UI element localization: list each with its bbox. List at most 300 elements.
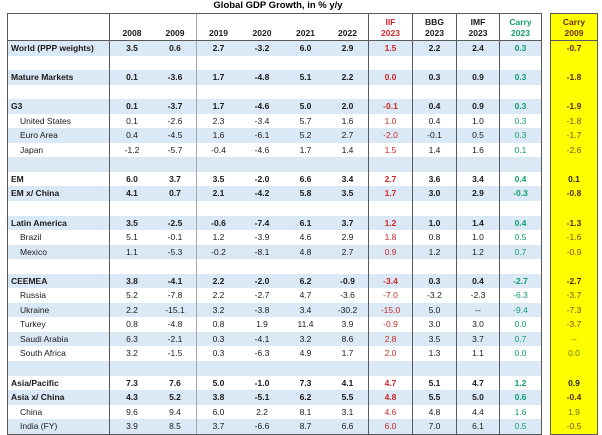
table-cell: 2.2: [341, 72, 354, 83]
table-cell: -4.1: [154, 274, 197, 289]
table-row: [8, 143, 541, 158]
table-cell: 3.6: [412, 172, 456, 187]
table-cell: 5.1: [412, 376, 456, 391]
row-label: Mexico: [8, 245, 110, 260]
empty-cell: [8, 85, 110, 100]
empty-cell: [240, 157, 284, 172]
empty-cell: [551, 201, 597, 216]
table-cell: -3.2: [254, 43, 270, 53]
column-header-bbg-2023: BBG 2023: [412, 14, 456, 40]
empty-cell: [240, 201, 284, 216]
table-row: [8, 317, 541, 332]
empty-cell: [327, 259, 368, 274]
table-cell: 4.1: [126, 188, 138, 199]
table-cell: 9.6: [126, 406, 138, 417]
empty-cell: [284, 259, 327, 274]
table-cell: 4.6: [299, 232, 312, 243]
column-header-2021: 2021: [296, 28, 315, 38]
table-cell: -4.8: [154, 317, 197, 332]
carry-2009-cell: -3.7: [566, 290, 582, 301]
table-row: [8, 186, 541, 201]
table-cell: 1.6: [212, 130, 225, 141]
table-cell: -3.2: [412, 288, 456, 303]
table-cell: 1.7: [368, 186, 412, 201]
empty-cell: [154, 56, 197, 71]
empty-cell: [368, 85, 412, 100]
table-cell: 4.8: [299, 246, 312, 257]
table-cell: 3.8: [126, 275, 138, 286]
table-cell: -15.1: [154, 303, 197, 318]
table-cell: -0.3: [499, 186, 541, 201]
empty-cell: [412, 259, 456, 274]
table-cell: 0.0: [499, 346, 541, 361]
row-label: United States: [8, 114, 110, 129]
table-cell: 8.7: [299, 421, 312, 432]
table-cell: -7.8: [154, 288, 197, 303]
table-cell: 7.3: [299, 377, 312, 388]
table-cell: 2.0: [368, 346, 412, 361]
table-cell: -2.0: [368, 128, 412, 143]
table-row: [8, 376, 541, 391]
carry-2009-cell: -3.7: [566, 319, 582, 330]
table-cell: 0.9: [456, 70, 499, 85]
carry-2009-cell: -1.3: [566, 217, 582, 228]
carry-2009-cell: --: [571, 333, 577, 344]
table-cell: 3.4: [341, 173, 354, 184]
column-header-2019: 2019: [209, 28, 228, 38]
empty-cell: [499, 85, 541, 100]
table-cell: -0.2: [211, 246, 226, 257]
table-cell: -2.5: [154, 216, 197, 231]
table-cell: 0.4: [499, 216, 541, 231]
table-cell: 0.4: [412, 114, 456, 129]
table-cell: -3.9: [254, 232, 270, 243]
table-cell: -6.3: [254, 348, 270, 359]
empty-cell: [499, 361, 541, 376]
table-cell: 0.0: [499, 317, 541, 332]
column-header-imf-2023: IMF 2023: [456, 14, 499, 40]
carry-2009-cell: -1.7: [566, 130, 582, 141]
table-cell: -0.1: [412, 128, 456, 143]
table-cell: 1.2: [499, 376, 541, 391]
table-cell: -6.6: [254, 421, 270, 432]
table-row: [8, 405, 541, 420]
table-cell: 3.5: [126, 217, 138, 228]
column-header-2020: 2020: [252, 28, 272, 38]
table-cell: 3.0: [412, 186, 456, 201]
table-cell: 0.1: [126, 72, 138, 83]
empty-cell: [412, 157, 456, 172]
table-cell: 3.7: [154, 172, 197, 187]
table-cell: -15.0: [368, 303, 412, 318]
row-label: India (FY): [8, 419, 110, 434]
carry-2009-cell: -7.3: [566, 304, 582, 315]
table-cell: 0.5: [499, 419, 541, 434]
table-cell: 0.1: [126, 101, 138, 112]
table-cell: 2.9: [341, 232, 354, 243]
table-cell: 0.9: [456, 99, 499, 114]
table-cell: 7.3: [126, 377, 138, 388]
empty-cell: [154, 85, 197, 100]
table-cell: 11.4: [297, 319, 314, 330]
table-cell: 2.2: [212, 290, 225, 301]
empty-cell: [240, 361, 284, 376]
table-cell: -7.0: [368, 288, 412, 303]
empty-cell: [240, 259, 284, 274]
table-cell: 2.1: [212, 188, 225, 199]
empty-cell: [551, 85, 597, 100]
row-label: Ukraine: [8, 303, 110, 318]
empty-cell: [412, 85, 456, 100]
table-row: [8, 172, 541, 187]
table-row: [8, 390, 541, 405]
empty-cell: [456, 157, 499, 172]
empty-cell: [110, 157, 154, 172]
empty-cell: [412, 201, 456, 216]
table-cell: 1.0: [456, 114, 499, 129]
row-label: Latin America: [8, 216, 110, 231]
table-cell: 0.4: [456, 274, 499, 289]
carry-2009-cell: -0.8: [566, 188, 582, 199]
table-cell: 1.1: [126, 246, 138, 257]
table-cell: 4.7: [299, 290, 312, 301]
table-cell: 5.2: [154, 390, 197, 405]
empty-cell: [412, 361, 456, 376]
table-cell: -2.7: [254, 290, 270, 301]
table-cell: 3.9: [341, 319, 354, 330]
table-cell: 4.1: [341, 377, 354, 388]
table-cell: 4.9: [299, 348, 312, 359]
row-label: Mature Markets: [8, 70, 110, 85]
row-label: Saudi Arabia: [8, 332, 110, 347]
table-row: [8, 128, 541, 143]
table-cell: 1.4: [341, 144, 354, 155]
table-cell: -2.0: [254, 275, 270, 286]
table-cell: -5.1: [254, 392, 270, 403]
empty-cell: [110, 56, 154, 71]
empty-cell: [110, 85, 154, 100]
table-cell: -2.7: [499, 274, 541, 289]
empty-cell: [240, 85, 284, 100]
gdp-table: [7, 13, 542, 435]
carry-2009-cell: -1.8: [566, 115, 582, 126]
table-cell: 4.7: [456, 376, 499, 391]
table-cell: 7.6: [154, 376, 197, 391]
table-cell: 1.7: [212, 72, 225, 83]
carry-2009-cell: -0.7: [566, 43, 582, 53]
table-cell: 8.1: [299, 406, 312, 417]
table-cell: -8.1: [254, 246, 270, 257]
table-cell: 5.0: [412, 303, 456, 318]
empty-cell: [456, 201, 499, 216]
empty-cell: [499, 56, 541, 71]
table-cell: 3.2: [212, 304, 225, 315]
empty-cell: [284, 201, 327, 216]
row-label: EM x/ China: [8, 186, 110, 201]
table-cell: -2.6: [154, 114, 197, 129]
table-cell: 0.3: [499, 41, 541, 56]
carry-2009-cell: -1.8: [566, 72, 582, 83]
empty-cell: [154, 201, 197, 216]
column-header-iif-2023: IIF 2023: [368, 14, 412, 40]
table-cell: -5.3: [154, 245, 197, 260]
empty-cell: [327, 201, 368, 216]
table-cell: 0.4: [412, 99, 456, 114]
table-cell: 2.4: [456, 41, 499, 56]
row-label: Japan: [8, 143, 110, 158]
row-label: CEEMEA: [8, 274, 110, 289]
row-label: Euro Area: [8, 128, 110, 143]
table-cell: 0.3: [412, 274, 456, 289]
table-cell: 6.0: [126, 173, 138, 184]
table-cell: -4.8: [254, 72, 270, 83]
table-cell: 0.7: [499, 245, 541, 260]
table-cell: 3.7: [341, 217, 354, 228]
table-cell: 0.6: [499, 390, 541, 405]
table-cell: 1.2: [368, 216, 412, 231]
table-cell: 1.6: [341, 115, 354, 126]
empty-cell: [368, 56, 412, 71]
table-cell: 2.0: [341, 101, 354, 112]
table-cell: 8.6: [341, 333, 354, 344]
empty-cell: [197, 201, 240, 216]
table-cell: -4.5: [154, 128, 197, 143]
table-cell: 0.5: [499, 230, 541, 245]
table-cell: 5.1: [299, 72, 312, 83]
table-cell: 1.2: [212, 232, 225, 243]
table-cell: 3.9: [126, 421, 138, 432]
table-cell: -0.4: [211, 144, 226, 155]
row-label: China: [8, 405, 110, 420]
empty-cell: [327, 361, 368, 376]
table-cell: 4.6: [368, 405, 412, 420]
empty-cell: [110, 361, 154, 376]
table-cell: 1.2: [456, 245, 499, 260]
table-cell: 5.1: [126, 232, 138, 243]
empty-cell: [154, 361, 197, 376]
table-cell: -3.7: [154, 99, 197, 114]
empty-cell: [499, 201, 541, 216]
empty-cell: [551, 259, 597, 274]
table-cell: 0.3: [499, 70, 541, 85]
table-cell: -7.4: [254, 217, 270, 228]
table-cell: 5.0: [456, 390, 499, 405]
empty-cell: [110, 201, 154, 216]
table-cell: 1.2: [412, 245, 456, 260]
table-cell: -1.0: [254, 377, 270, 388]
table-cell: 1.7: [212, 101, 225, 112]
empty-cell: [368, 259, 412, 274]
empty-cell: [551, 361, 597, 376]
table-cell: 0.8: [126, 319, 138, 330]
table-cell: 0.3: [499, 128, 541, 143]
row-label: Turkey: [8, 317, 110, 332]
empty-cell: [284, 85, 327, 100]
table-cell: -3.6: [340, 290, 355, 301]
column-header-2009: 2009: [154, 14, 197, 40]
table-row: [8, 346, 541, 361]
carry-2009-cell: -0.5: [566, 421, 582, 432]
table-cell: 0.8: [412, 230, 456, 245]
empty-cell: [8, 157, 110, 172]
tables-area: [7, 13, 602, 435]
empty-cell: [197, 85, 240, 100]
table-cell: 7.0: [412, 419, 456, 434]
table-cell: 0.4: [499, 172, 541, 187]
table-row: [8, 114, 541, 129]
table-row: [8, 41, 541, 56]
table-cell: 1.7: [299, 144, 312, 155]
main-table-body: [8, 41, 541, 434]
row-label: Asia x/ China: [8, 390, 110, 405]
empty-cell: [8, 259, 110, 274]
table-cell: -0.9: [340, 275, 355, 286]
table-cell: -4.6: [254, 144, 270, 155]
carry-2009-cell: -1.9: [566, 101, 582, 112]
table-cell: 1.6: [499, 405, 541, 420]
table-cell: 2.7: [212, 43, 225, 53]
table-cell: 0.3: [499, 114, 541, 129]
table-row: [8, 274, 541, 289]
table-cell: -0.6: [211, 217, 226, 228]
table-cell: -2.1: [154, 332, 197, 347]
table-cell: -3.4: [254, 115, 270, 126]
table-cell: 3.2: [126, 348, 138, 359]
table-cell: 2.2: [412, 41, 456, 56]
empty-cell: [499, 157, 541, 172]
spacer-row: [8, 157, 541, 172]
table-cell: 2.7: [341, 130, 354, 141]
table-row: [8, 245, 541, 260]
table-cell: 3.5: [126, 43, 138, 53]
table-cell: 3.1: [341, 406, 354, 417]
table-cell: 6.0: [368, 419, 412, 434]
table-cell: --: [456, 303, 499, 318]
table-cell: 8.5: [154, 419, 197, 434]
table-cell: -4.1: [254, 333, 270, 344]
table-cell: 3.5: [212, 173, 225, 184]
empty-cell: [110, 259, 154, 274]
empty-cell: [412, 56, 456, 71]
table-cell: 3.7: [456, 332, 499, 347]
table-cell: 6.0: [299, 43, 312, 53]
table-cell: -0.1: [368, 99, 412, 114]
table-cell: 2.9: [341, 43, 354, 53]
empty-cell: [8, 361, 110, 376]
table-cell: -0.9: [368, 317, 412, 332]
table-cell: 5.0: [299, 101, 312, 112]
table-cell: 0.3: [212, 348, 225, 359]
table-cell: 2.9: [456, 186, 499, 201]
table-cell: 0.1: [126, 115, 138, 126]
table-cell: -3.8: [254, 304, 270, 315]
table-cell: 1.9: [256, 319, 268, 330]
table-row: [8, 99, 541, 114]
page-title: Global GDP Growth, in % y/y: [213, 0, 343, 11]
table-cell: -3.4: [368, 274, 412, 289]
empty-cell: [284, 361, 327, 376]
table-cell: 2.2: [212, 275, 225, 286]
carry-2009-cell: -0.9: [566, 246, 582, 257]
spacer-row: [8, 259, 541, 274]
spacer-row: [8, 85, 541, 100]
row-label: Asia/Pacific: [8, 376, 110, 391]
empty-cell: [368, 201, 412, 216]
empty-cell: [154, 259, 197, 274]
table-cell: 4.8: [368, 390, 412, 405]
table-cell: 5.0: [212, 377, 225, 388]
table-cell: 3.5: [341, 188, 354, 199]
table-cell: 3.7: [212, 421, 225, 432]
empty-cell: [456, 361, 499, 376]
table-cell: 6.2: [299, 275, 312, 286]
table-cell: 6.3: [126, 333, 138, 344]
table-row: [8, 216, 541, 231]
table-cell: -3.6: [154, 70, 197, 85]
label-column-header: [8, 14, 110, 40]
empty-cell: [456, 85, 499, 100]
table-cell: 0.3: [212, 333, 225, 344]
table-row: [8, 288, 541, 303]
row-label: Russia: [8, 288, 110, 303]
table-cell: -4.6: [254, 101, 270, 112]
empty-cell: [456, 56, 499, 71]
table-cell: 1.8: [368, 230, 412, 245]
table-cell: 6.1: [299, 217, 312, 228]
empty-cell: [327, 85, 368, 100]
empty-cell: [8, 201, 110, 216]
table-cell: 2.3: [212, 115, 225, 126]
table-row: [8, 303, 541, 318]
table-cell: 1.0: [412, 216, 456, 231]
table-cell: 4.7: [368, 376, 412, 391]
empty-cell: [327, 56, 368, 71]
table-cell: 1.6: [456, 143, 499, 158]
column-header-carry-2023: Carry 2023: [499, 14, 541, 40]
empty-cell: [284, 56, 327, 71]
spacer-row: [8, 361, 541, 376]
table-cell: 6.6: [299, 173, 312, 184]
carry-2009-cell: -0.4: [566, 392, 582, 403]
table-cell: 3.2: [299, 333, 312, 344]
table-cell: 0.0: [368, 70, 412, 85]
spacer-row: [8, 201, 541, 216]
table-cell: 5.5: [412, 390, 456, 405]
table-cell: -2.3: [456, 288, 499, 303]
table-cell: 5.2: [126, 290, 138, 301]
table-cell: 4.8: [412, 405, 456, 420]
table-cell: 5.7: [299, 115, 312, 126]
table-cell: 0.9: [368, 245, 412, 260]
table-cell: 3.4: [299, 304, 312, 315]
column-header-2008: 2008: [122, 28, 142, 38]
table-cell: -0.1: [154, 230, 197, 245]
table-cell: 6.1: [456, 419, 499, 434]
row-label: G3: [8, 99, 110, 114]
carry-2009-cell: 0.9: [568, 377, 580, 388]
table-cell: 0.4: [126, 130, 138, 141]
table-cell: 0.7: [499, 332, 541, 347]
table-cell: 1.0: [368, 114, 412, 129]
table-cell: 0.7: [154, 186, 197, 201]
carry-2009-cell: -2.6: [566, 144, 582, 155]
empty-cell: [551, 56, 597, 71]
table-cell: 2.2: [256, 406, 268, 417]
column-header-2022: 2022: [338, 28, 357, 38]
spacer-row: [8, 56, 541, 71]
table-header-row: [8, 14, 541, 41]
table-cell: 5.2: [299, 130, 312, 141]
